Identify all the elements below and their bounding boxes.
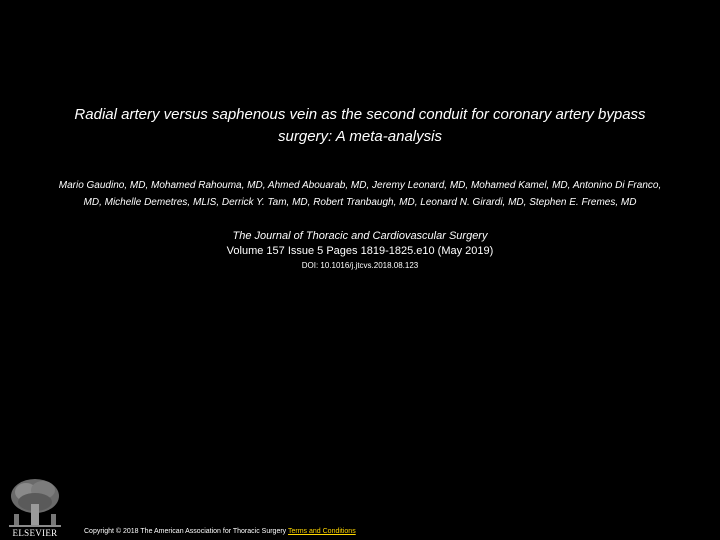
author-list: Mario Gaudino, MD, Mohamed Rahouma, MD, Ahmed Abouarab, MD, Jeremy Leonard, MD, Mohamed Kamel, MD, Antonino Di Franco, MD, Michelle Demetres, MLIS, Derrick Y. Tam, MD, Robert Tranbaugh, MD, Leonard N. Girardi, MD, Stephen E. Fremes, MD xyxy=(58,180,662,208)
copyright-footer xyxy=(84,527,356,536)
copyright-text: Copyright © 2018 The American Association for Thoracic Surgery xyxy=(84,528,287,535)
article-title: Radial artery versus saphenous vein as the second conduit for coronary artery bypass surgery: A meta-analysis xyxy=(74,106,646,145)
journal-name: The Journal of Thoracic and Cardiovascular Surgery xyxy=(232,230,488,242)
elsevier-logo xyxy=(6,476,64,538)
doi: DOI: 10.1016/j.jtcvs.2018.08.123 xyxy=(301,261,419,270)
terms-and-conditions-link[interactable]: Terms and Conditions xyxy=(288,528,356,535)
elsevier-wordmark: ELSEVIER xyxy=(12,528,58,538)
citation-details: Volume 157 Issue 5 Pages 1819-1825.e10 (May 2019) xyxy=(226,245,494,257)
